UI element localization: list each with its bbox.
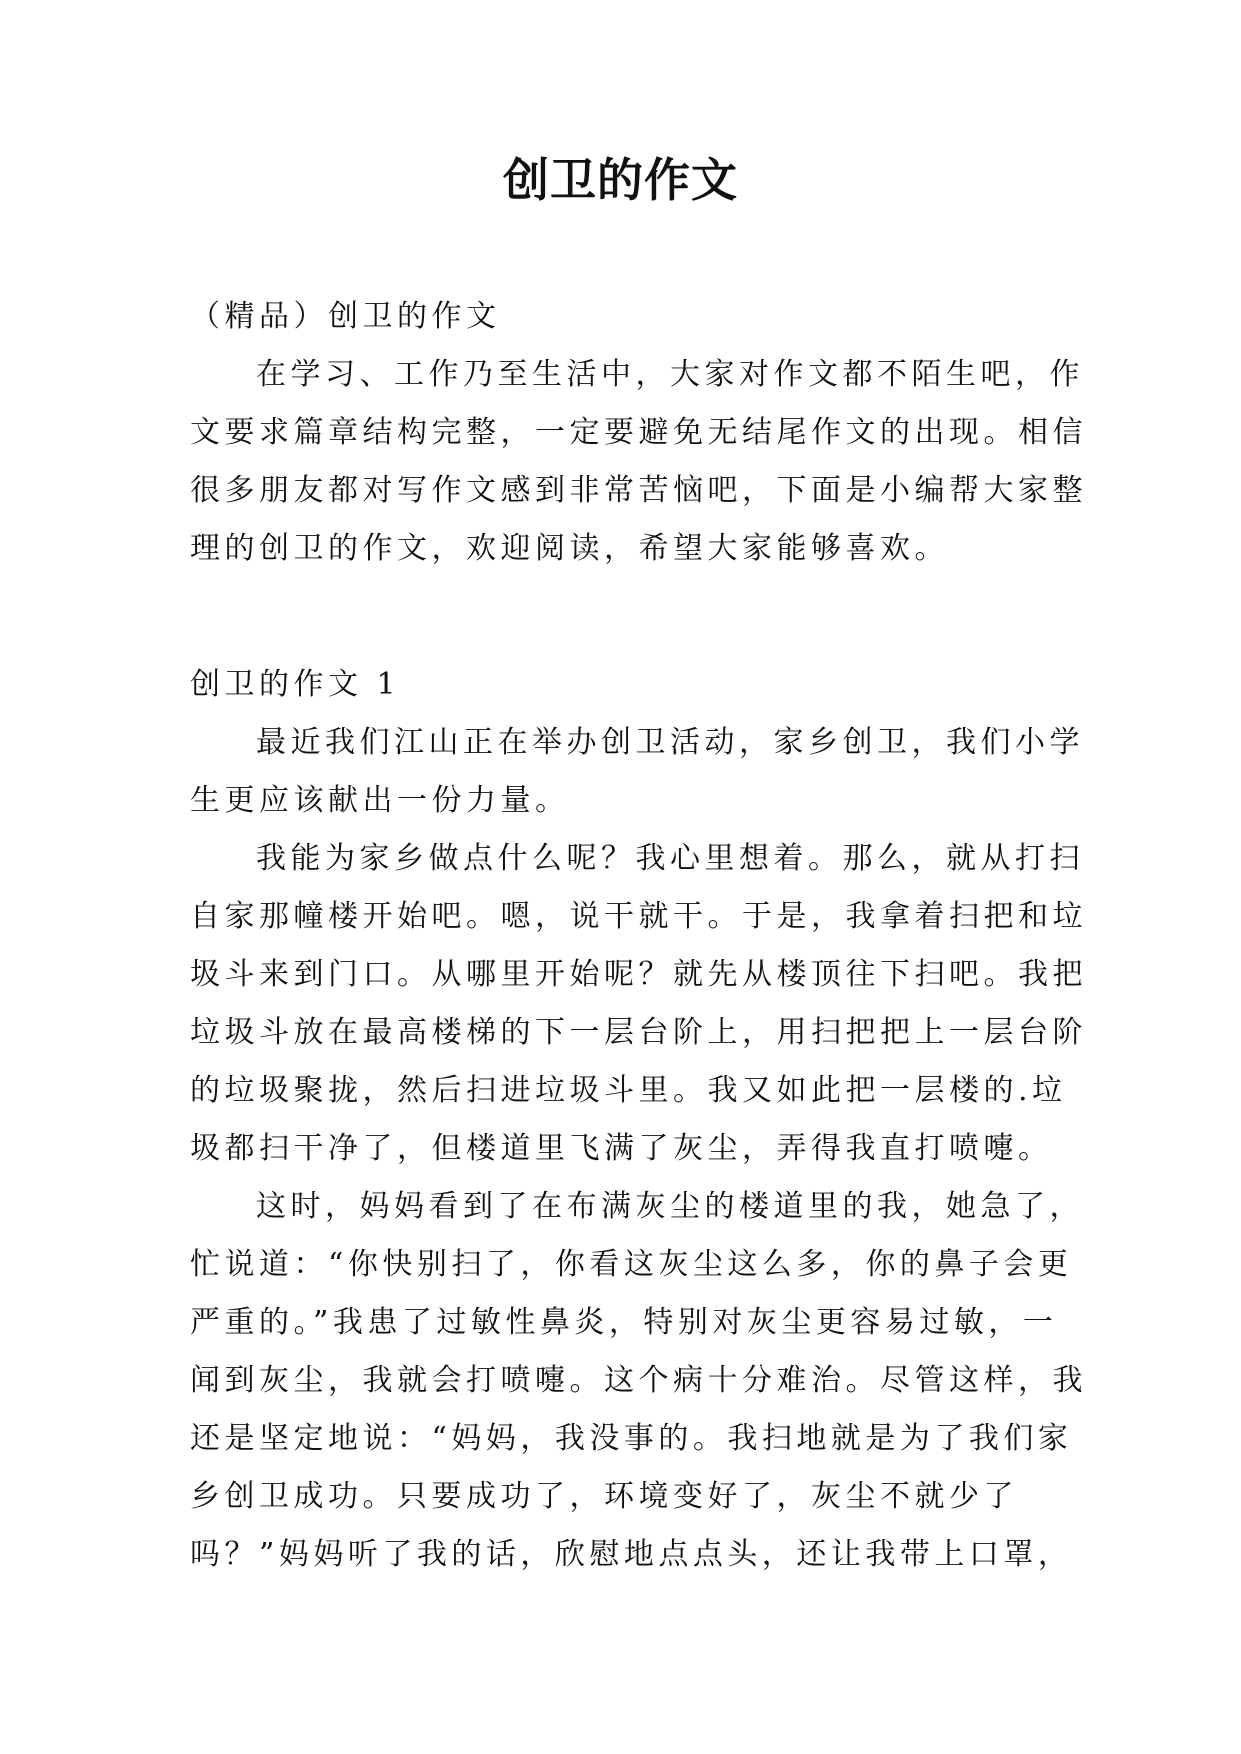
paragraph-line: 忙说道：“你快别扫了，你看这灰尘这么多，你的鼻子会更 (190, 1247, 1073, 1282)
paragraph-line: 这时，妈妈看到了在布满灰尘的楼道里的我，她急了， (256, 1189, 1084, 1224)
paragraph-line: 还是坚定地说：“妈妈，我没事的。我扫地就是为了我们家 (190, 1421, 1073, 1456)
paragraph-line: 圾都扫干净了，但楼道里飞满了灰尘，弄得我直打喷嚏。 (190, 1131, 1053, 1166)
intro-line: 文要求篇章结构完整，一定要避免无结尾作文的出现。相信 (190, 415, 1087, 450)
intro-line: 理的创卫的作文，欢迎阅读，希望大家能够喜欢。 (190, 531, 949, 566)
essay-heading: 创卫的作文 1 (190, 667, 401, 702)
paragraph-line: 的垃圾聚拢，然后扫进垃圾斗里。我又如此把一层楼的.垃 (190, 1073, 1067, 1108)
paragraph-line: 严重的。”我患了过敏性鼻炎，特别对灰尘更容易过敏，一 (190, 1305, 1058, 1340)
intro-line: 在学习、工作乃至生活中，大家对作文都不陌生吧，作 (256, 357, 1084, 392)
document-body (190, 288, 1087, 1584)
paragraph-line: 乡创卫成功。只要成功了，环境变好了，灰尘不就少了 (190, 1479, 1018, 1514)
intro-heading: （精品）创卫的作文 (190, 299, 501, 334)
paragraph-line: 生更应该献出一份力量。 (190, 783, 570, 818)
intro-line: 很多朋友都对写作文感到非常苦恼吧，下面是小编帮大家整 (190, 473, 1087, 508)
paragraph-line: 最近我们江山正在举办创卫活动，家乡创卫，我们小学 (256, 725, 1084, 760)
paragraph-line: 垃圾斗放在最高楼梯的下一层台阶上，用扫把把上一层台阶 (190, 1015, 1087, 1050)
paragraph-line: 圾斗来到门口。从哪里开始呢？就先从楼顶往下扫吧。我把 (190, 957, 1087, 992)
paragraph-line: 我能为家乡做点什么呢？我心里想着。那么，就从打扫 (256, 841, 1084, 876)
document-title: 创卫的作文 (503, 153, 738, 207)
paragraph-line: 闻到灰尘，我就会打喷嚏。这个病十分难治。尽管这样，我 (190, 1363, 1087, 1398)
paragraph-line: 吗？”妈妈听了我的话，欣慰地点点头，还让我带上口罩， (190, 1537, 1073, 1572)
paragraph-line: 自家那幢楼开始吧。嗯，说干就干。于是，我拿着扫把和垃 (190, 899, 1087, 934)
section-gap (190, 578, 1070, 656)
